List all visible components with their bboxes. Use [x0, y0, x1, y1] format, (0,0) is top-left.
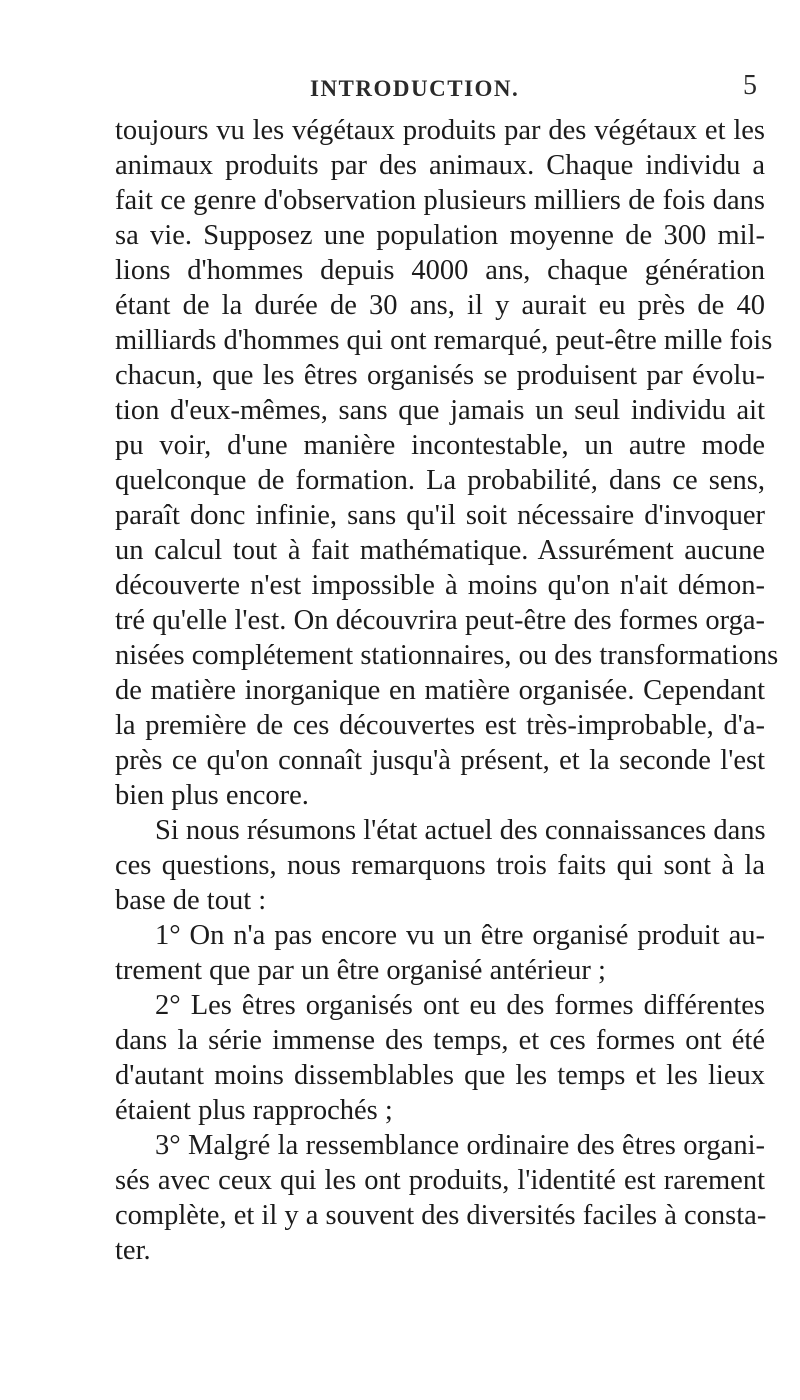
text-line: animaux produits par des animaux. Chaque individu a — [115, 150, 765, 181]
text-line: un calcul tout à fait mathématique. Assurément aucune — [115, 535, 765, 566]
body-text — [115, 113, 779, 1268]
text-line: lions d'hommes depuis 4000 ans, chaque génération — [115, 255, 765, 286]
text-line: près ce qu'on connaît jusqu'à présent, et la seconde l'est — [115, 745, 765, 776]
text-line: base de tout : — [115, 885, 267, 916]
text-line: sés avec ceux qui les ont produits, l'identité est rarement — [115, 1165, 765, 1196]
text-line: de matière inorganique en matière organisée. Cependant — [115, 675, 765, 706]
text-line: étaient plus rapprochés ; — [115, 1095, 393, 1126]
text-line: étant de la durée de 30 ans, il y aurait eu près de 40 — [115, 290, 765, 321]
text-line: milliards d'hommes qui ont remarqué, peut-être mille fois — [115, 325, 773, 356]
text-line: pu voir, d'une manière incontestable, un autre mode — [115, 430, 765, 461]
page-number: 5 — [743, 70, 757, 101]
text-line: ces questions, nous remarquons trois faits qui sont à la — [115, 850, 765, 881]
text-line: trement que par un être organisé antérieur ; — [115, 955, 606, 986]
text-line: 2° Les êtres organisés ont eu des formes différentes — [155, 990, 765, 1021]
text-line: paraît donc infinie, sans qu'il soit nécessaire d'invoquer — [115, 500, 765, 531]
text-line: chacun, que les êtres organisés se produisent par évolu- — [115, 360, 765, 391]
text-line: toujours vu les végétaux produits par des végétaux et les — [115, 115, 765, 146]
text-line: complète, et il y a souvent des diversités faciles à consta- — [115, 1200, 767, 1231]
text-line: dans la série immense des temps, et ces formes ont été — [115, 1025, 765, 1056]
text-line: d'autant moins dissemblables que les temps et les lieux — [115, 1060, 765, 1091]
text-line: découverte n'est impossible à moins qu'on n'ait démon- — [115, 570, 765, 601]
text-line: 1° On n'a pas encore vu un être organisé produit au- — [155, 920, 765, 951]
text-line: Si nous résumons l'état actuel des connaissances dans — [155, 815, 766, 846]
text-line: 3° Malgré la ressemblance ordinaire des êtres organi- — [155, 1130, 765, 1161]
running-title: INTRODUCTION. — [310, 76, 520, 101]
page-header — [110, 64, 765, 104]
text-line: sa vie. Supposez une population moyenne de 300 mil- — [115, 220, 765, 251]
text-line: fait ce genre d'observation plusieurs milliers de fois dans — [115, 185, 765, 216]
text-line: ter. — [115, 1235, 151, 1266]
text-line: bien plus encore. — [115, 780, 309, 811]
text-line: tré qu'elle l'est. On découvrira peut-être des formes orga- — [115, 605, 765, 636]
text-line: tion d'eux-mêmes, sans que jamais un seul individu ait — [115, 395, 765, 426]
text-line: la première de ces découvertes est très-improbable, d'a- — [115, 710, 765, 741]
text-line: nisées complétement stationnaires, ou des transformations — [115, 640, 779, 671]
text-line: quelconque de formation. La probabilité, dans ce sens, — [115, 465, 765, 496]
